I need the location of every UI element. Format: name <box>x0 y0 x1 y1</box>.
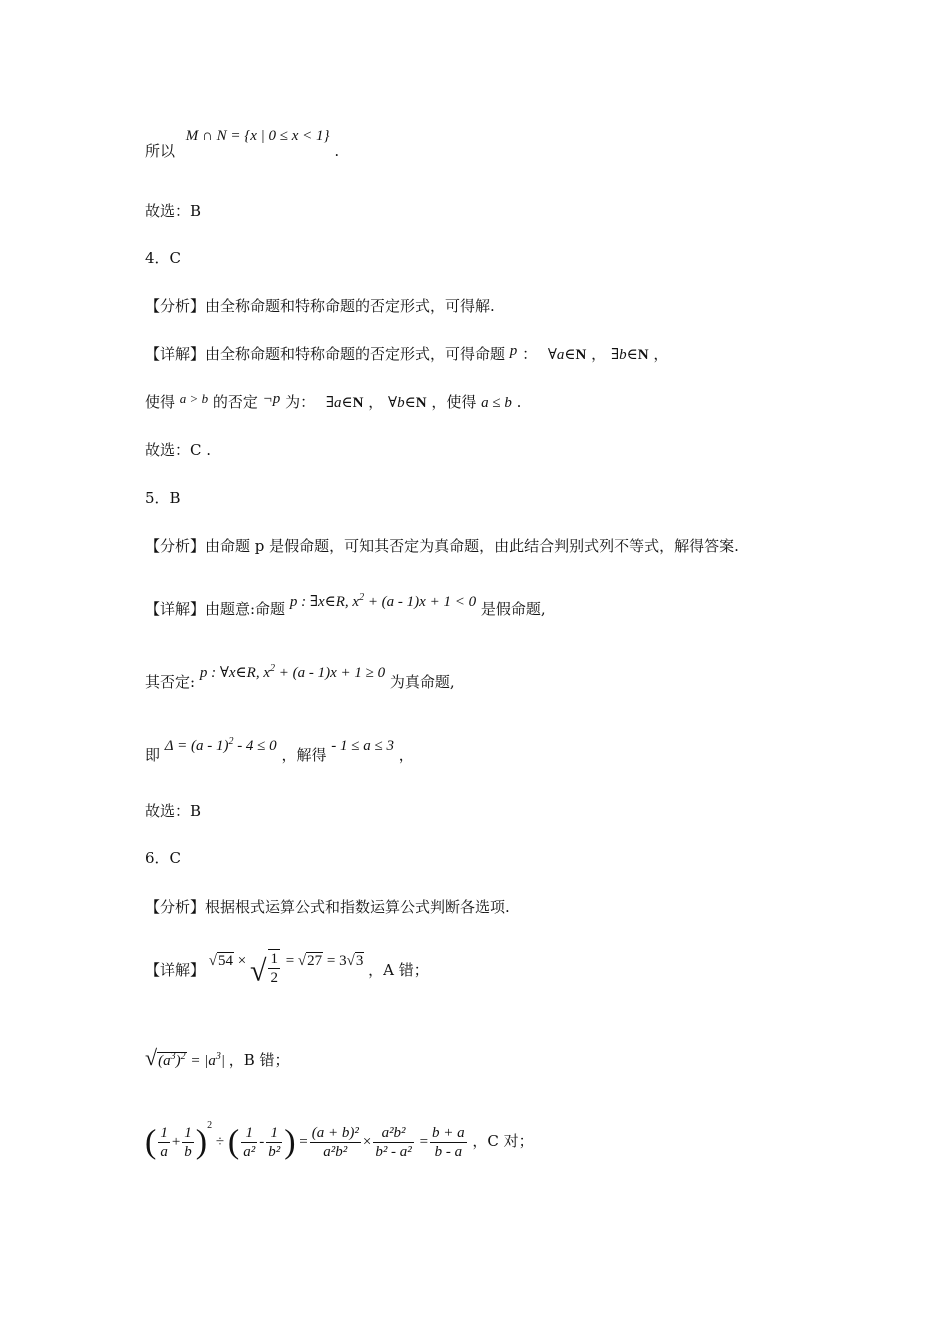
equals: = <box>299 1134 308 1150</box>
separator: ， <box>591 345 607 363</box>
text: 使得 <box>145 393 176 411</box>
question-6-option-a: 【详解】 √54 × √ $\frac{1}{2}$ = √27 = 3√3 ，A 错； <box>145 950 429 988</box>
text: 即 <box>145 746 161 764</box>
text: 为： <box>285 393 316 411</box>
plus: + <box>171 1134 181 1150</box>
fraction-one-half: $\frac{1}{2}$ <box>270 950 278 986</box>
verdict-c: ，C 对； <box>472 1132 534 1150</box>
math-proposition-p: p : ∃x∈R, $x^2 + (a - 1)x + 1 < 0$ <box>289 592 477 610</box>
comma: ， <box>398 746 414 764</box>
math-n-bold: N <box>415 395 427 411</box>
divide-sign: ÷ <box>215 1134 225 1150</box>
radicand-54: 54 <box>218 953 233 969</box>
period: . <box>516 393 522 411</box>
math-a-gt-b: a > b <box>179 391 209 406</box>
answer-line-3: 故选：B <box>145 202 202 220</box>
frac-1-over-b: $\frac{1}{b}$ <box>184 1125 192 1161</box>
question-5-detail-line-2 <box>145 663 455 692</box>
equals-three: = 3 <box>326 953 347 969</box>
math-exists-a: ∃a∈ <box>325 395 353 411</box>
text: 【详解】由题意:命题 <box>145 600 286 618</box>
question-4-detail-line-1 <box>145 345 668 364</box>
frac-1-over-b2: $\frac{1}{\text{b²}}$ <box>268 1125 281 1161</box>
math-p: p <box>509 343 518 359</box>
times-sign: × <box>237 953 247 969</box>
question-5-answer: 故选：B <box>145 802 202 820</box>
question-4-analysis: 【分析】由全称命题和特称命题的否定形式，可得解. <box>145 297 495 315</box>
text: 的否定 <box>212 393 258 411</box>
text: 为真命题, <box>389 673 455 691</box>
verdict-a: ，A 错； <box>368 961 429 979</box>
text: ，使得 <box>431 393 477 411</box>
math-n-bold: N <box>575 347 587 363</box>
equals: = <box>285 953 295 969</box>
minus: - <box>259 1134 265 1150</box>
math-discriminant: Δ = (a - 1)$^2$ - 4 ≤ 0 <box>164 736 277 754</box>
text-period: . <box>334 142 340 160</box>
question-4-detail-line-2 <box>145 393 521 412</box>
math-forall-a: ∀a∈ <box>547 347 576 363</box>
power-2: 2 <box>207 1120 213 1131</box>
detail-text: 【详解】由全称命题和特称命题的否定形式，可得命题 <box>145 345 506 363</box>
question-4-answer: 故选：C . <box>145 441 212 459</box>
math-forall-b: ∀b∈ <box>388 395 416 411</box>
text: 其否定: <box>145 673 196 691</box>
math-intersection: M ∩ N = {x | 0 ≤ x < 1} <box>185 128 330 144</box>
question-5-analysis: 【分析】由命题 p 是假命题，可知其否定为真命题，由此结合判别式列不等式，解得答案. <box>145 537 739 555</box>
radicand-3: 3 <box>355 953 364 969</box>
question-5-detail-line-3 <box>145 736 414 765</box>
frac-sum-squared: $\frac{\text{(a + b)²}}{\text{a²b²}}$ <box>311 1125 359 1161</box>
math-exists-b: ∃b∈ <box>610 347 638 363</box>
text: ，解得 <box>281 746 327 764</box>
text-line-intersection <box>145 128 340 161</box>
text: 是假命题, <box>480 600 546 618</box>
colon: ： <box>522 345 538 363</box>
separator: ， <box>368 393 384 411</box>
question-6-option-b: $√(a^3)^2 = |a^3|$ ，B 错； <box>145 1045 290 1070</box>
question-6-analysis: 【分析】根据根式运算公式和指数运算公式判断各选项. <box>145 898 510 916</box>
math-negation: p : ∀x∈R, $x^2 + (a - 1)x + 1 \ge 0$ <box>199 663 386 681</box>
radicand-27: 27 <box>307 953 323 969</box>
frac-a2b2-over-diff: $\frac{\text{a²b²}}{\text{b² - a²}}$ <box>375 1125 412 1161</box>
detail-label: 【详解】 <box>145 961 206 979</box>
question-5-heading: 5．B <box>145 489 181 507</box>
math-a-le-b: a ≤ b <box>481 395 512 411</box>
frac-1-over-a2: $\frac{1}{\text{a²}}$ <box>243 1125 256 1161</box>
verdict-b: ，B 错； <box>228 1051 290 1069</box>
radicand-a3-squared: $(a^3)^2$ <box>158 1051 186 1069</box>
frac-1-over-a: $\frac{1}{a}$ <box>160 1125 168 1161</box>
math-not-p: ¬p <box>262 391 281 407</box>
question-6-heading: 6．C <box>145 849 182 867</box>
math-range: - 1 ≤ a ≤ 3 <box>331 738 394 754</box>
math-n-bold: N <box>637 347 649 363</box>
times-sign: × <box>362 1134 372 1150</box>
frac-result: $\frac{b + a}{b - a}$ <box>432 1125 465 1161</box>
question-6-option-c: ( $\frac{1}{a}$ + $\frac{1}{b}$ )$^2$ ÷ ( $\frac{1}{\text{a²}}$ - $\frac{1}{\text{b²}}$ ) = $\frac{\text{(a + b)²}}{\text{a²b²}}$ × $\frac{\text{a²b²}}{\text{b² - a²}}$ = $\frac{b + a}{b - a}$ ，C 对； <box>145 1120 534 1161</box>
question-4-heading: 4．C <box>145 249 182 267</box>
question-5-detail-line-1 <box>145 592 546 619</box>
equals: = <box>419 1134 429 1150</box>
comma: ， <box>653 345 669 363</box>
abs-a3: = $|a^3|$ <box>190 1051 225 1069</box>
math-n-bold: N <box>352 395 364 411</box>
text-prefix: 所以 <box>145 142 176 160</box>
